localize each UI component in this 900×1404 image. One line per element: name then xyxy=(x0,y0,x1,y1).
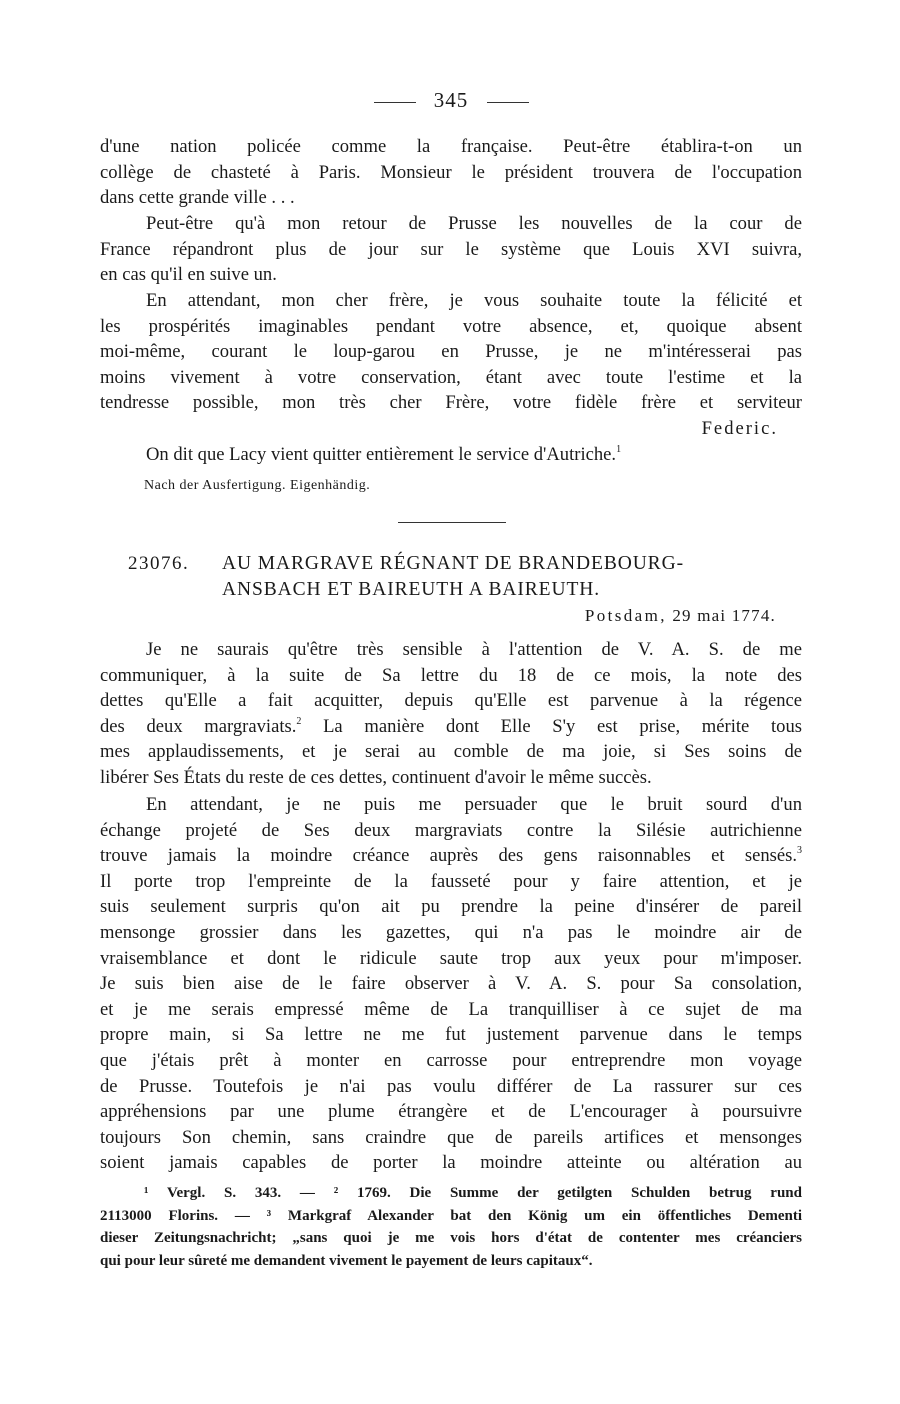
text-line: Peut-être qu'à mon retour de Prusse les nouvelles de la cour de xyxy=(146,213,802,234)
text-line xyxy=(100,843,802,869)
place-date xyxy=(585,606,776,626)
text-line: appréhensions par une plume étrangère et de L'encourager à poursuivre xyxy=(100,1101,802,1123)
text-line: propre main, si Sa lettre ne me fut justement parvenue dans le temps xyxy=(100,1024,802,1046)
page-header xyxy=(100,88,802,113)
footnote-line: qui pour leur sûreté me demandent vivement le payement de leurs capitaux“. xyxy=(100,1252,593,1269)
text-line: que j'étais prêt à monter en carrosse pour entreprendre mon voyage xyxy=(100,1049,802,1071)
text-line: moins vivement à votre conservation, étant avec toute l'estime et la xyxy=(100,366,802,388)
postscript-text: On dit que Lacy vient quitter entièrement le service d'Autriche. xyxy=(146,443,617,465)
text-line: et je me serais empressé même de La tranquilliser à ce sujet de ma xyxy=(100,998,802,1020)
source-note: Nach der Ausfertigung. Eigenhändig. xyxy=(144,478,371,493)
footnote-ref: 1 xyxy=(616,443,622,455)
text-line xyxy=(100,714,802,740)
footnote-line: ¹ Vergl. S. 343. — ² 1769. Die Summe der getilgten Schulden betrug rund xyxy=(144,1185,802,1201)
paragraph xyxy=(100,211,802,288)
text-line: soient jamais capables de porter la moindre atteinte ou altération au xyxy=(100,1152,802,1174)
text-line: tendresse possible, mon très cher Frère, votre fidèle frère et serviteur xyxy=(100,392,802,414)
text-line: en cas qu'il en suive un. xyxy=(100,264,277,286)
text-line: moi-même, courant le loup-garou en Prusse, je ne m'intéresserai pas xyxy=(100,341,802,363)
text-segment: trouve jamais la moindre créance auprès des gens raisonnables et sensés. xyxy=(100,845,797,867)
letter-title-line: ANSBACH ET BAIREUTH A BAIREUTH. xyxy=(222,579,601,600)
text-line: toujours Son chemin, sans craindre que de pareils artifices et mensonges xyxy=(100,1126,802,1148)
text-line: vraisemblance et dont le ridicule saute trop aux yeux pour m'imposer. xyxy=(100,947,802,969)
signature: Federic. xyxy=(701,417,778,439)
letter-body-paragraph xyxy=(100,637,802,791)
section-divider xyxy=(398,522,506,523)
text-line: mes applaudissements, et je serai au comble de ma joie, si Ses soins de xyxy=(100,741,802,763)
text-segment: La manière dont Elle S'y est prise, mérite tous xyxy=(323,715,802,737)
text-line: communiquer, à la suite de Sa lettre du 18 de ce mois, la note des xyxy=(100,664,802,686)
text-line: dans cette grande ville . . . xyxy=(100,187,295,209)
letter-number: 23076. xyxy=(128,553,190,574)
footnote-ref: 2 xyxy=(296,715,302,727)
text-line: libérer Ses États du reste de ces dettes, continuent d'avoir le même succès. xyxy=(100,766,652,788)
footnote-line: 2113000 Florins. — ³ Markgraf Alexander bat den König um ein öffentliches Dementi xyxy=(100,1207,802,1224)
header-rule-right xyxy=(487,102,529,103)
letter-title-line: AU MARGRAVE RÉGNANT DE BRANDEBOURG- xyxy=(222,553,684,574)
continued-paragraph xyxy=(100,134,802,211)
text-line: de Prusse. Toutefois je n'ai pas voulu différer de La rassurer sur ces xyxy=(100,1075,802,1097)
footnote-ref: 3 xyxy=(797,845,802,857)
letter-body-paragraph xyxy=(100,792,802,1176)
text-line: collège de chasteté à Paris. Monsieur le président trouvera de l'occupation xyxy=(100,161,802,183)
text-segment: des deux margraviats. xyxy=(100,715,297,737)
text-line: mensonge grossier dans les gazettes, qui n'a pas le moindre air de xyxy=(100,921,802,943)
text-line: échange projeté de Ses deux margraviats contre la Silésie autrichienne xyxy=(100,819,802,841)
postscript xyxy=(100,442,802,468)
text-line: France répandront plus de jour sur le système que Louis XVI suivra, xyxy=(100,238,802,260)
text-line: dettes qu'Elle a fait acquitter, depuis qu'Elle est parvenue à la régence xyxy=(100,690,802,712)
text-line: les prospérités imaginables pendant votre absence, et, quoique absent xyxy=(100,315,802,337)
letter-title xyxy=(222,551,684,603)
text-line: En attendant, je ne puis me persuader que le bruit sourd d'un xyxy=(146,794,802,815)
text-line: d'une nation policée comme la française. Peut-être établira-t-on un xyxy=(100,136,802,157)
text-line: Je suis bien aise de le faire observer à V. A. S. pour Sa consolation, xyxy=(100,973,802,995)
paragraph xyxy=(100,288,802,467)
text-line: En attendant, mon cher frère, je vous souhaite toute la félicité et xyxy=(146,290,802,311)
text-line: Je ne saurais qu'être très sensible à l'attention de V. A. S. de me xyxy=(146,639,802,660)
letter-place: Potsdam, xyxy=(584,606,667,625)
footnote-line: dieser Zeitungsnachricht; „sans quoi je me vois hors d'état de contenter mes créanciers xyxy=(100,1230,802,1246)
page-number: 345 xyxy=(433,88,469,112)
text-line: Il porte trop l'empreinte de la fausseté pour y faire attention, et je xyxy=(100,870,802,892)
letter-date: 29 mai 1774. xyxy=(672,606,776,625)
header-rule-left xyxy=(374,102,416,103)
text-line: suis seulement surpris qu'on ait pu prendre la peine d'insérer de pareil xyxy=(100,896,802,918)
footnotes xyxy=(100,1182,802,1272)
